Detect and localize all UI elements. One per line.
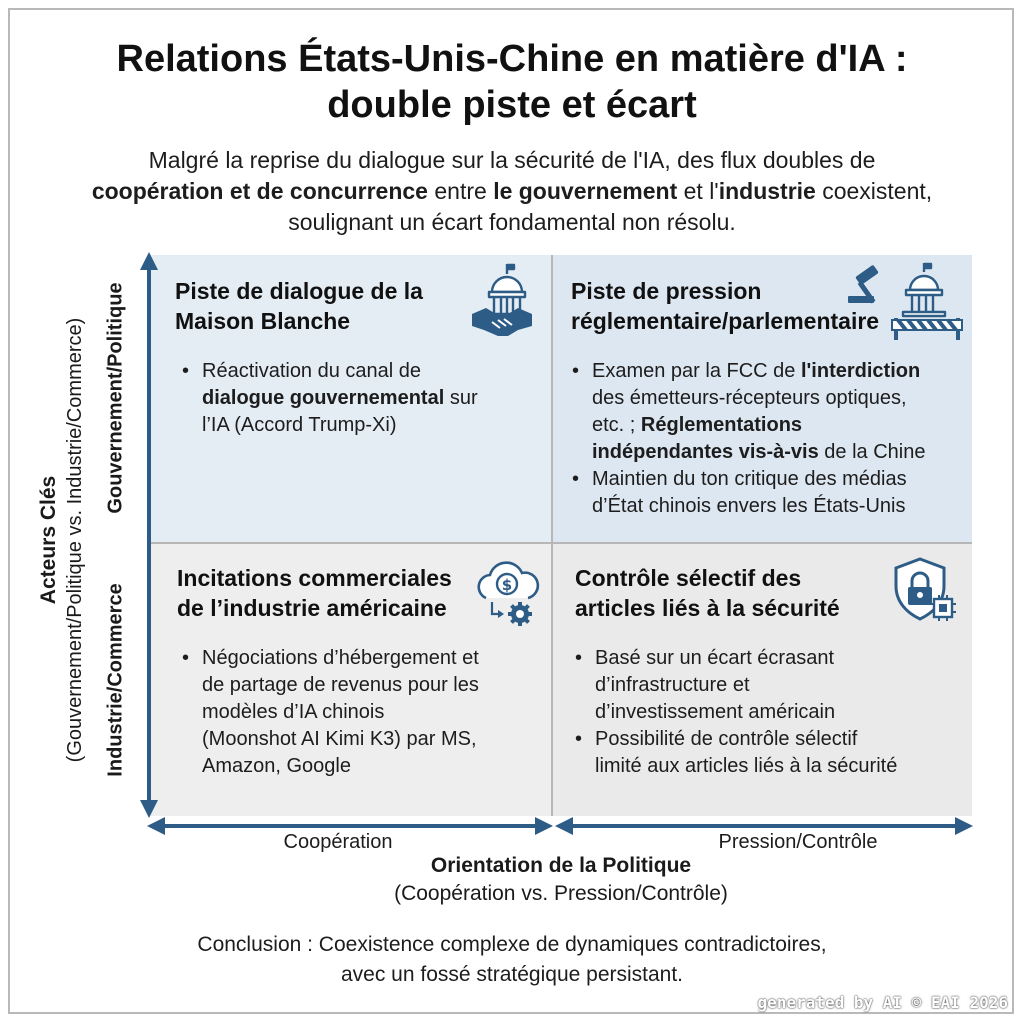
quadrant-bl-list [180,645,540,780]
list-item [570,358,965,466]
bullet-text: des émetteurs-récepteurs optiques, [592,387,907,409]
shield-lock-chip-icon [890,555,956,627]
bullet-text: sur [444,387,478,409]
bullet-text: limité aux articles liés à la sécurité [595,755,898,777]
bullet-text: Examen par la FCC de [592,360,801,382]
bullet-text: Basé sur un écart écrasant [595,647,835,669]
subtitle-text-1: Malgré la reprise du dialogue sur la sécurité de l'IA, des flux doubles de [148,147,876,173]
quadrant-bl-title-line-1: Incitations commerciales [177,565,452,591]
bullet-bold-text: l'interdiction [800,360,921,382]
bullet-text: Négociations d’hébergement et [202,647,479,669]
gavel-capitol-barrier-icon [842,260,966,342]
bullet-text: l’IA (Accord Trump-Xi) [202,414,397,436]
x-axis-label [0,852,1024,908]
quadrant-tr-title-line-2: réglementaire/parlementaire [571,308,880,334]
subtitle [40,145,984,238]
bullet-text: modèles d’IA chinois [202,701,385,723]
bullet-text: de la Chine [818,441,926,463]
horizontal-divider [150,542,972,544]
title-line-1: Relations États-Unis-Chine en matière d'IA : [116,38,908,80]
quadrant-br-title-line-2: articles liés à la sécurité [575,595,840,621]
bullet-text: (Moonshot AI Kimi K3) par MS, [202,728,477,750]
quadrant-tr-list [570,358,965,520]
subtitle-bold-2: le gouvernement [493,178,678,204]
subtitle-bold-1: coopération et de concurrence [91,178,428,204]
bullet-text: etc. ; [592,414,641,436]
subtitle-text-5: soulignant un écart fondamental non résolu. [288,209,736,235]
list-item [573,726,968,780]
bullet-text: Maintien du ton critique des médias [592,468,907,490]
bullet-text: Amazon, Google [202,755,351,777]
subtitle-bold-3: industrie [718,178,816,204]
subtitle-text-3: et l' [677,178,719,204]
list-item [570,466,965,520]
bullet-text: d’État chinois envers les États-Unis [592,495,906,517]
quadrant-tl-title-line-1: Piste de dialogue de la [175,278,423,304]
x-category-right: Pression/Contrôle [718,831,878,853]
quadrant-tl-list [180,358,540,439]
quadrant-bl-title [177,563,452,623]
page-title [0,36,1024,128]
bullet-bold-text: dialogue gouvernemental [202,387,445,409]
subtitle-text-4: coexistent, [815,178,933,204]
subtitle-text-2: entre [427,178,494,204]
x-axis-subtitle: (Coopération vs. Pression/Contrôle) [394,882,728,905]
bullet-text: de partage de revenus pour les [202,674,479,696]
x-axis-title: Orientation de la Politique [430,854,692,877]
quadrant-tl-title [175,276,423,336]
y-axis-title: Acteurs Clés [37,475,60,605]
bullet-text: d’infrastructure et [595,674,750,696]
list-item [180,645,540,780]
conclusion-line-1: Conclusion : Coexistence complexe de dynamiques contradictoires, [197,933,827,956]
svg-text:$: $ [501,576,513,594]
quadrant-tl-title-line-2: Maison Blanche [175,308,351,334]
y-category-top-label: Gouvernement/Politique [104,282,127,514]
list-item [180,358,540,439]
capitol-handshake-icon [470,262,544,338]
bullet-text: Réactivation du canal de [202,360,422,382]
quadrant-bl-title-line-2: de l’industrie américaine [177,595,447,621]
bullet-bold-text: indépendantes vis-à-vis [592,441,819,463]
y-category-bottom-label: Industrie/Commerce [104,583,127,777]
watermark: generated by AI © EAI 2026 [757,993,1008,1012]
quadrant-br-list [573,645,968,780]
bullet-text: d’investissement américain [595,701,836,723]
conclusion-line-2: avec un fossé stratégique persistant. [340,963,684,986]
conclusion [0,930,1024,990]
cloud-dollar-gear-icon [470,558,544,628]
y-axis-arrow [135,250,165,820]
list-item [573,645,968,726]
quadrant-tr-title [571,276,879,336]
quadrant-br-title [575,563,840,623]
bullet-bold-text: Réglementations [640,414,803,436]
vertical-divider [551,255,553,816]
quadrant-tr-title-line-1: Piste de pression [571,278,762,304]
bullet-text: Possibilité de contrôle sélectif [595,728,858,750]
quadrant-br-title-line-1: Contrôle sélectif des [575,565,802,591]
title-line-2: double piste et écart [327,84,697,126]
y-axis-subtitle: (Gouvernement/Politique vs. Industrie/Commerce) [64,317,86,763]
x-category-left: Coopération [283,831,393,853]
